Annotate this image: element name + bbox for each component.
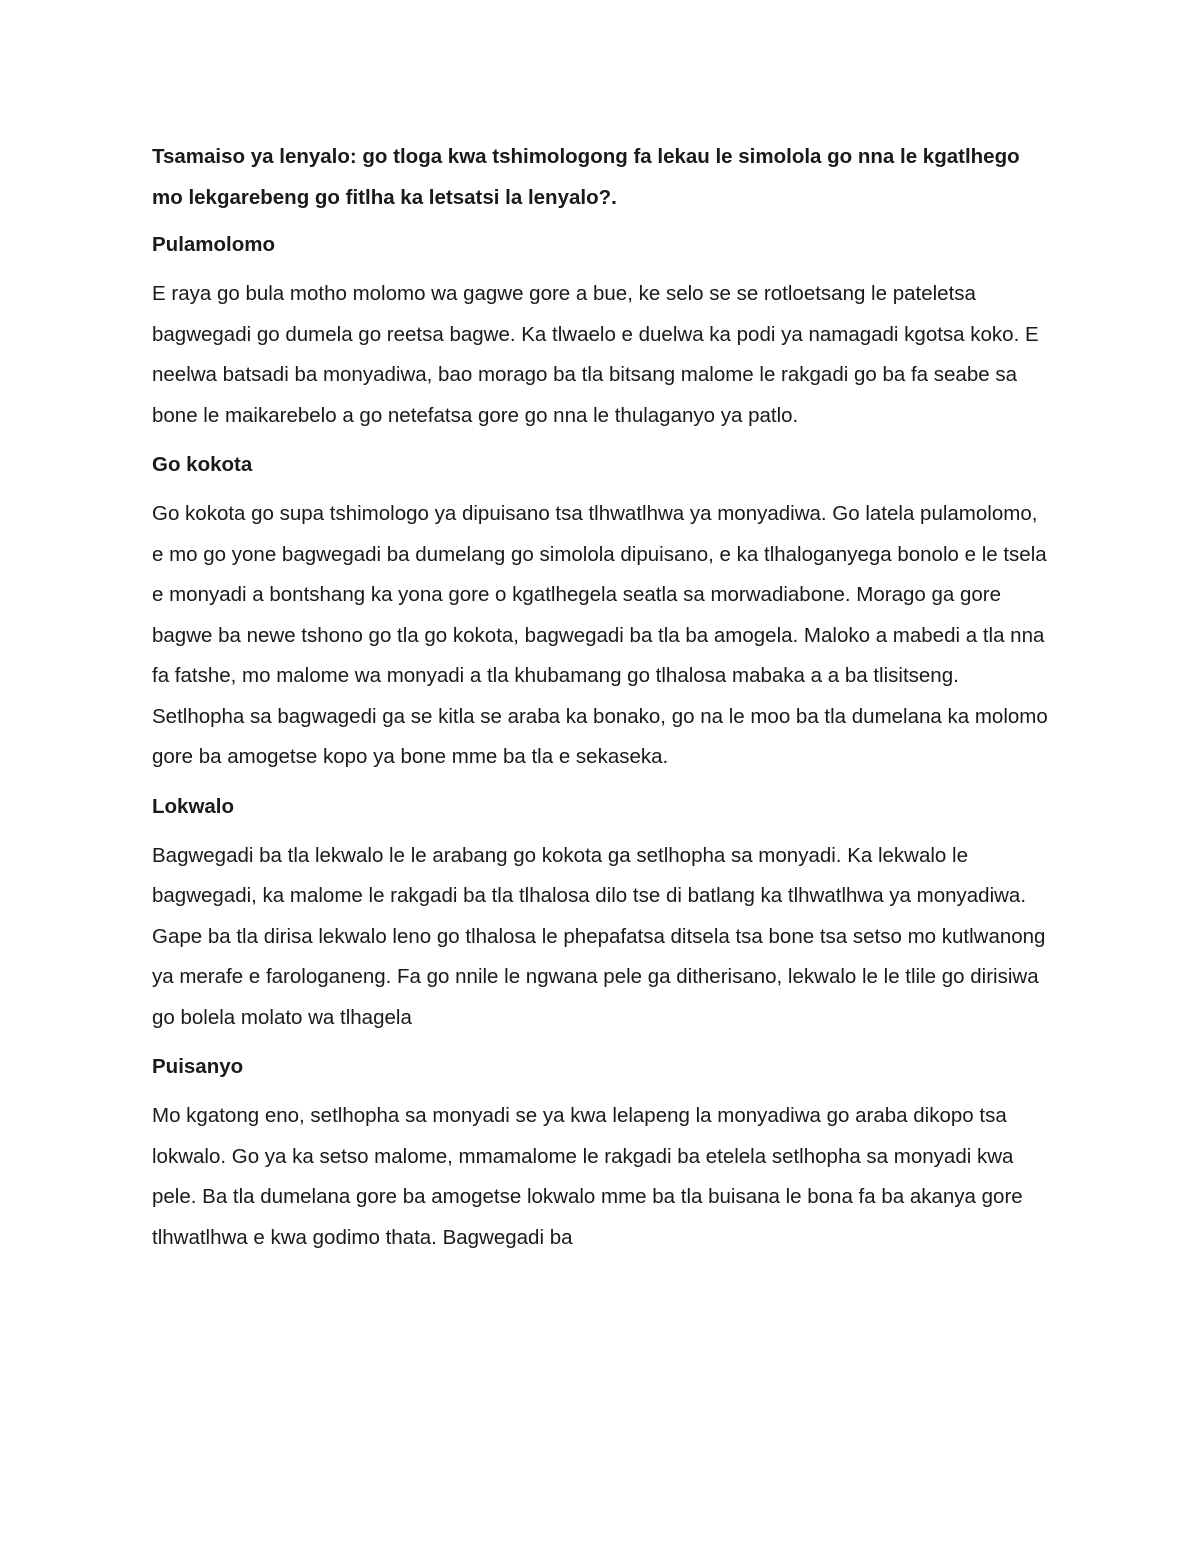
section-body: Mo kgatong eno, setlhopha sa monyadi se ya kwa lelapeng la monyadiwa go araba dikopo tsa lokwalo. Go ya ka setso malome, mmamalome le rakgadi ba etelela setlhopha sa monyadi kwa pele. Ba tla dumelana gore ba amogetse lokwalo mme ba tla buisana le bona fa ba akanya gore tlhwatlhwa e kwa godimo thata. Bagwegadi ba bbox=[152, 1104, 1023, 1249]
section-body: Bagwegadi ba tla lekwalo le le arabang go kokota ga setlhopha sa monyadi. Ka lekwalo le bagwegadi, ka malome le rakgadi ba tla tlhalosa dilo tse di batlang ka tlhwatlhwa ya monyadiwa. Gape ba tla dirisa lekwalo leno go tlhalosa le phepafatsa ditsela tsa bone tsa setso mo kutlwanong ya merafe e farologaneng. Fa go nnile le ngwana pele ga ditherisano, lekwalo le le tlile go dirisiwa go bolela molato wa tlhagela bbox=[152, 843, 1046, 1029]
document-page bbox=[152, 136, 1052, 1272]
section-heading: Go kokota bbox=[152, 453, 253, 476]
section-heading: Pulamolomo bbox=[152, 233, 276, 256]
section-go-kokota bbox=[152, 450, 1052, 778]
section-body: E raya go bula motho molomo wa gagwe gore a bue, ke selo se se rotloetsang le pateletsa bagwegadi go dumela go reetsa bagwe. Ka tlwaelo e duelwa ka podi ya namagadi kgotsa koko. E neelwa batsadi ba monyadiwa, bao morago ba tla bitsang malome le rakgadi go ba fa seabe sa bone le maikarebelo a go netefatsa gore go nna le thulaganyo ya patlo. bbox=[152, 282, 1039, 427]
section-puisanyo bbox=[152, 1052, 1052, 1258]
section-heading: Lokwalo bbox=[152, 794, 235, 818]
section-lokwalo bbox=[152, 792, 1052, 1039]
document-title: Tsamaiso ya lenyalo: go tloga kwa tshimologong fa lekau le simolola go nna le kgatlhego mo lekgarebeng go fitlha ka letsatsi la lenyalo?. bbox=[152, 145, 1020, 209]
section-pulamolomo bbox=[152, 230, 1052, 436]
section-heading: Puisanyo bbox=[152, 1055, 244, 1078]
section-body: Go kokota go supa tshimologo ya dipuisano tsa tlhwatlhwa ya monyadiwa. Go latela pulamolomo, e mo go yone bagwegadi ba dumelang go simolola dipuisano, e ka tlhaloganyega bonolo e le tsela e monyadi a bontshang ka yona gore o kgatlhegela seatla sa morwadiabone. Morago ga gore bagwe ba newe tshono go tla go kokota, bagwegadi ba tla ba amogela. Maloko a mabedi a tla nna fa fatshe, mo malome wa monyadi a tla khubamang go tlhalosa mabaka a a ba tlisitseng. Setlhopha sa bagwagedi ga se kitla se araba ka bonako, go na le moo ba tla dumelana ka molomo gore ba amogetse kopo ya bone mme ba tla e sekaseka. bbox=[152, 502, 1048, 768]
